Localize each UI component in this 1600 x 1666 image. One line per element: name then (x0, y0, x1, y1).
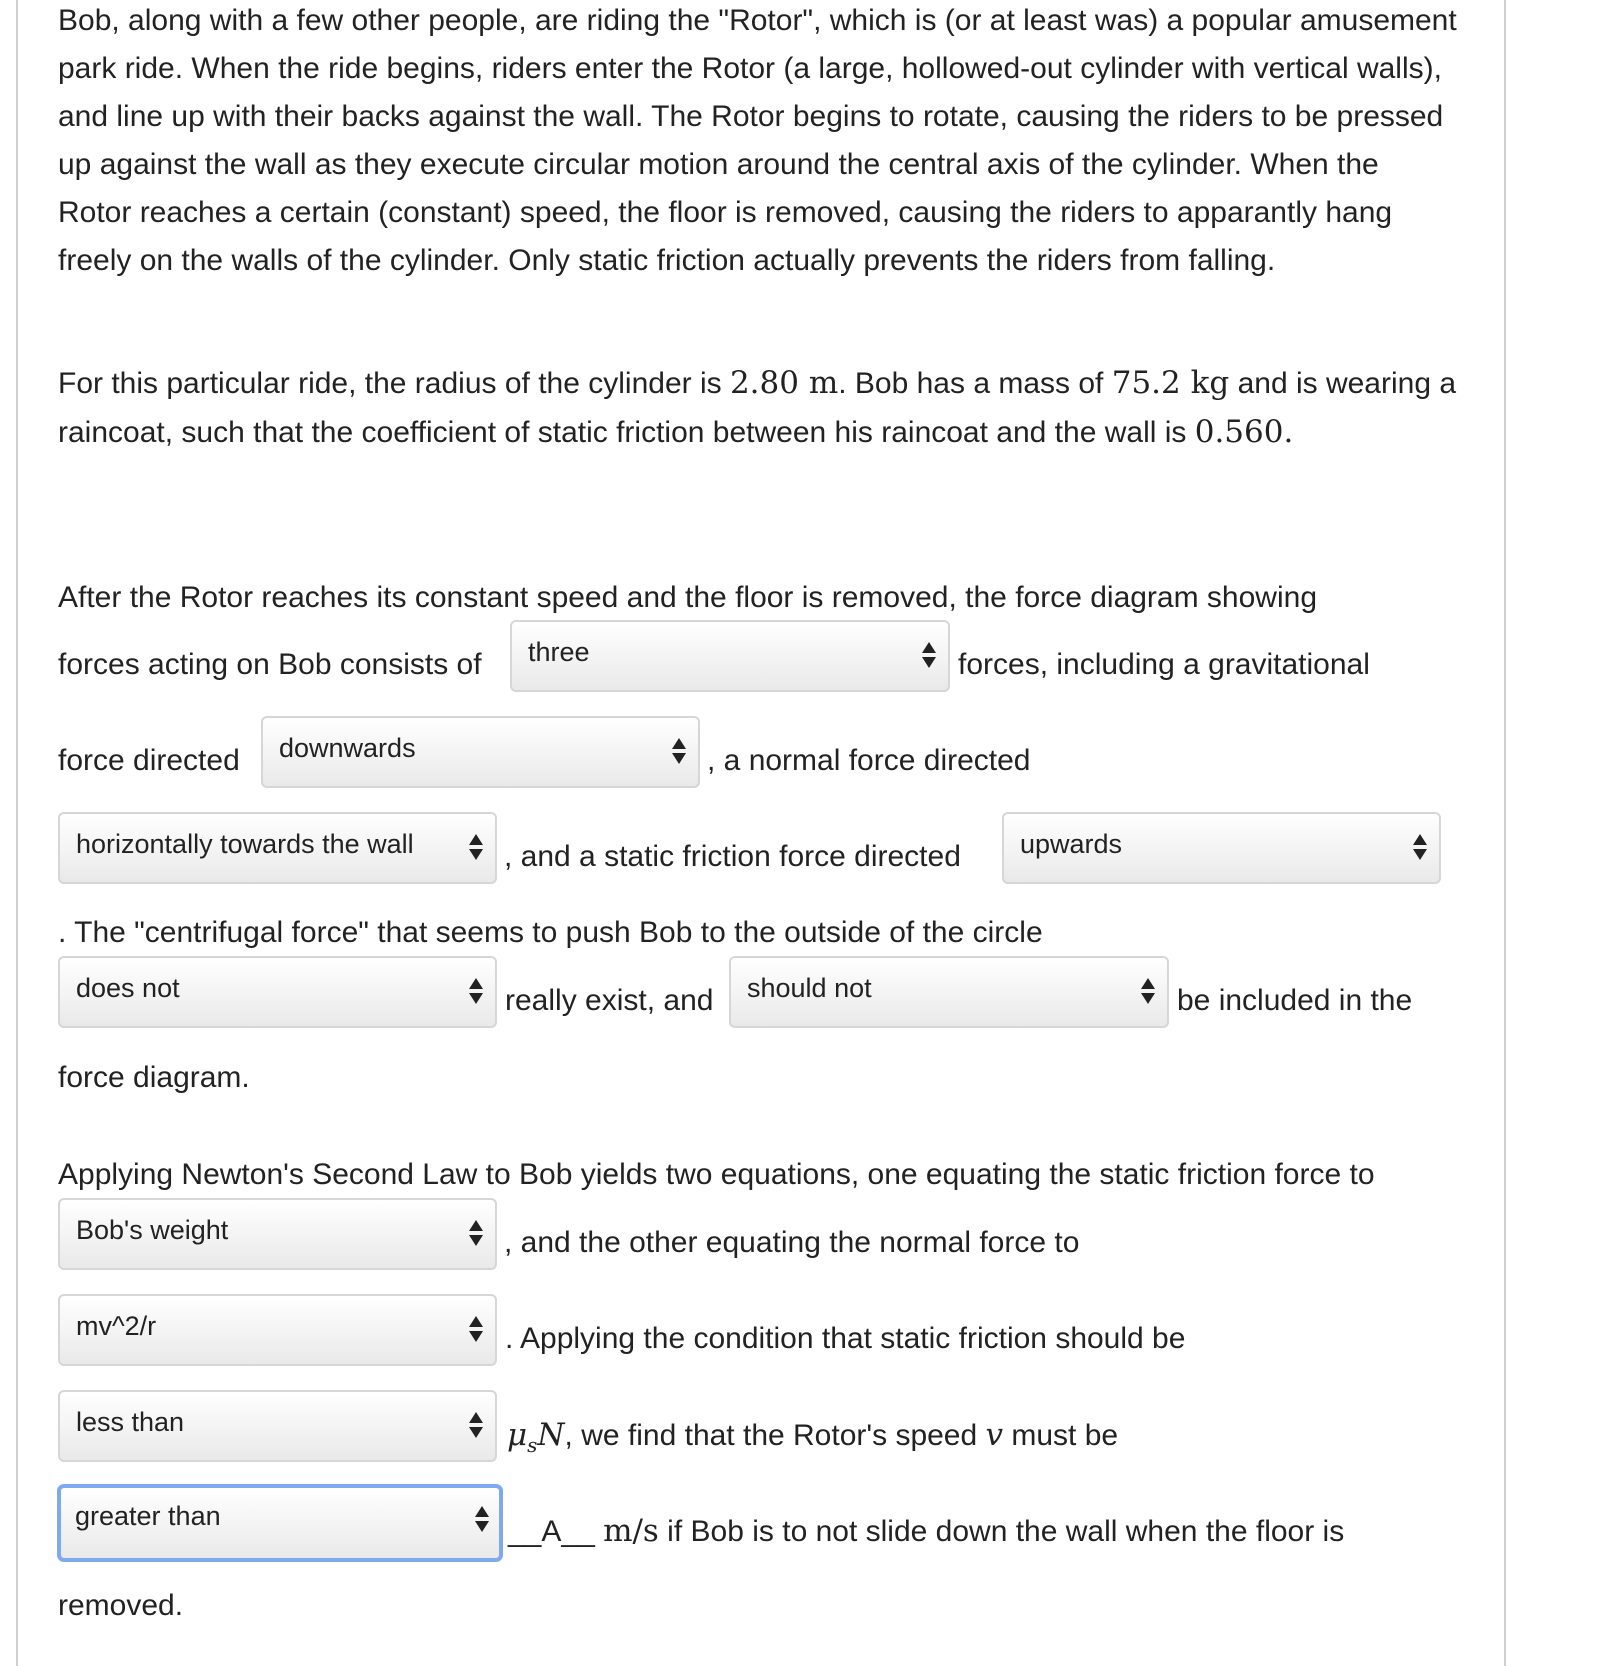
unit-text: m/s (603, 1513, 659, 1549)
select-arrows-icon (475, 1506, 489, 1536)
speed-text: , we find that the Rotor's speed (564, 1419, 986, 1452)
select-arrows-icon (672, 738, 686, 768)
gravity-direction-value: downwards (279, 733, 416, 763)
condition-text: . Applying the condition that static friction should be (505, 1322, 1186, 1355)
select-arrows-icon (469, 1220, 483, 1250)
newton-line-1: Applying Newton's Second Law to Bob yields two equations, one equating the static friction force to (58, 1158, 1375, 1191)
radius-value: 2.80 m (729, 365, 839, 401)
diagram-line-1: After the Rotor reaches its constant speed and the floor is removed, the force diagram showing (58, 581, 1318, 614)
normal-force-text: , a normal force directed (707, 744, 1031, 777)
speed-condition-select[interactable] (57, 1484, 503, 1562)
select-arrows-icon (469, 1316, 483, 1346)
normal-equation-select[interactable] (58, 1294, 497, 1366)
friction-equation-value: Bob's weight (76, 1215, 229, 1245)
select-arrows-icon (469, 1412, 483, 1442)
normal-direction-value: horizontally towards the wall (76, 829, 414, 859)
select-arrows-icon (1141, 978, 1155, 1008)
speed-condition-value: greater than (75, 1501, 221, 1531)
force-directed-text: force directed (58, 744, 240, 777)
included-select[interactable] (729, 956, 1169, 1028)
mu-value: 0.560 (1194, 414, 1284, 450)
friction-direction-value: upwards (1020, 829, 1123, 859)
gravity-direction-select[interactable] (261, 716, 700, 788)
friction-force-text: , and a static friction force directed (504, 840, 961, 873)
condition-value: less than (76, 1407, 185, 1437)
given-text-1: For this particular ride, the radius of the cylinder is (58, 367, 730, 400)
exist-value: does not (76, 973, 180, 1003)
given-text-3: and is wearing a raincoat, such that the coefficient of static friction between his raincoat and the wall is (58, 367, 1457, 449)
normal-symbol: N (537, 1417, 565, 1453)
select-arrows-icon (1413, 834, 1427, 864)
mu-symbol: μ (507, 1417, 528, 1453)
mu-subscript: s (527, 1433, 538, 1457)
forces-of-text: forces acting on Bob consists of (58, 648, 482, 681)
including-text: forces, including a gravitational (958, 648, 1370, 681)
other-equation-text: , and the other equating the normal force to (504, 1226, 1080, 1259)
select-arrows-icon (922, 642, 936, 672)
friction-direction-select[interactable] (1002, 812, 1441, 884)
answer-line (508, 1507, 1344, 1556)
intro-paragraph: Bob, along with a few other people, are riding the "Rotor", which is (or at least was) a popular amusement park ride. When the ride begins, riders enter the Rotor (a large, hollowed-out cylinder with vertical walls), and line up with their backs against the wall. The Rotor begins to rotate, causing the riders to be pressed up against the wall as they execute circular motion around the central axis of the cylinder. When the Rotor reaches a certain (constant) speed, the floor is removed, causing the riders to apparantly hang freely on the walls of the cylinder. Only static friction actually prevents the riders from falling. (58, 4, 1457, 277)
mu-s-n-line (507, 1411, 1118, 1469)
included-value: should not (747, 973, 872, 1003)
if-bob-text: if Bob is to not slide down the wall when the floor is (658, 1515, 1345, 1548)
mass-value: 75.2 kg (1111, 365, 1230, 401)
friction-equation-select[interactable] (58, 1198, 497, 1270)
condition-select[interactable] (58, 1390, 497, 1462)
normal-direction-select[interactable] (58, 812, 497, 884)
force-diagram-text: force diagram. (58, 1061, 250, 1094)
given-period: . (1283, 414, 1294, 450)
given-paragraph (58, 359, 1458, 457)
answer-blank[interactable]: __A__ (508, 1515, 595, 1548)
given-text-2: . Bob has a mass of (838, 367, 1112, 400)
force-count-select[interactable] (510, 620, 950, 692)
really-exist-text: really exist, and (505, 984, 714, 1017)
must-be-text: must be (1003, 1419, 1119, 1452)
force-count-value: three (528, 637, 590, 667)
select-arrows-icon (469, 978, 483, 1008)
normal-equation-value: mv^2/r (76, 1311, 157, 1341)
exist-select[interactable] (58, 956, 497, 1028)
centrifugal-text: . The "centrifugal force" that seems to push Bob to the outside of the circle (58, 916, 1043, 949)
v-symbol: v (985, 1417, 1004, 1453)
removed-text: removed. (58, 1589, 184, 1622)
select-arrows-icon (469, 834, 483, 864)
be-included-text: be included in the (1177, 984, 1413, 1017)
